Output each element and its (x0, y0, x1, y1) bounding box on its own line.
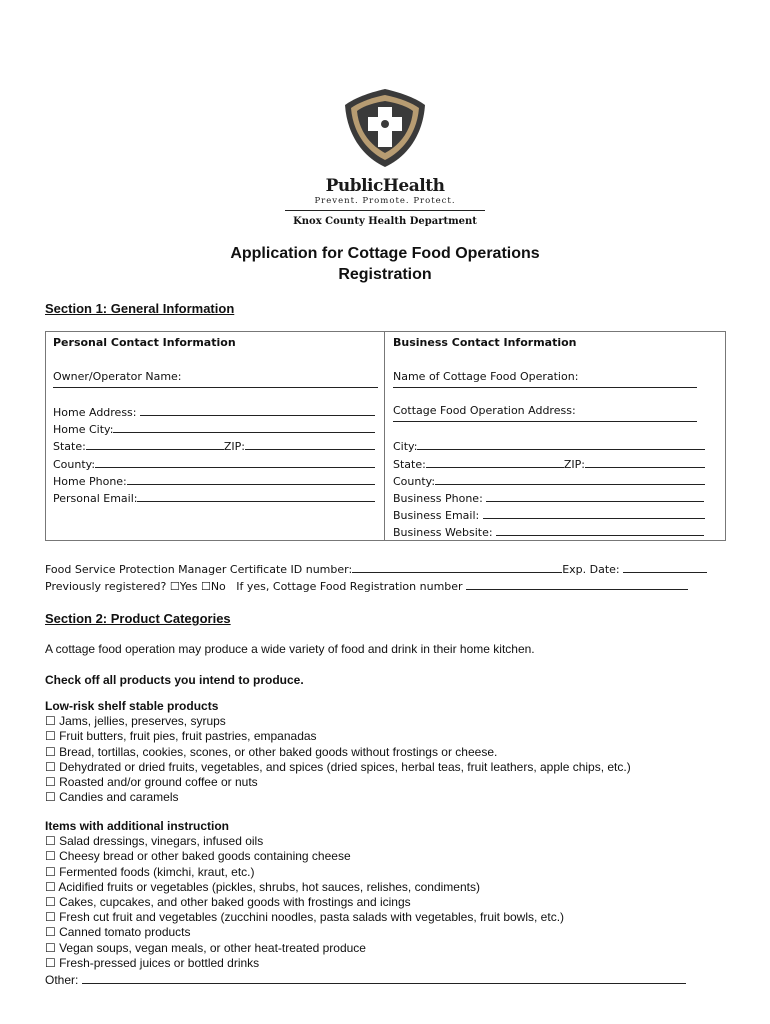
business-phone-row (393, 490, 704, 505)
business-county-label: County: (393, 475, 436, 488)
business-phone-field[interactable] (486, 490, 704, 502)
list-item[interactable]: ☐ Salad dressings, vinegars, infused oils (45, 834, 264, 849)
home-zip-label: ZIP: (223, 440, 245, 453)
department-name: Knox County Health Department (293, 216, 477, 227)
certificate-id-field[interactable] (352, 561, 562, 573)
home-city-field[interactable] (113, 421, 375, 433)
exp-date-label: Exp. Date: (562, 563, 620, 576)
business-county-field[interactable] (435, 473, 705, 485)
business-address-field[interactable] (393, 421, 697, 422)
home-city-row (53, 421, 375, 436)
list-item[interactable]: ☐ Fresh-pressed juices or bottled drinks (45, 955, 260, 970)
section-2-instruction: Check off all products you intend to produce. (45, 673, 304, 687)
list-item[interactable]: ☐ Acidified fruits or vegetables (pickles, shrubs, hot sauces, relishes, condiments) (45, 879, 480, 894)
home-city-label: Home City: (53, 423, 114, 436)
home-county-field[interactable] (95, 456, 375, 468)
title-line-2: Registration (338, 266, 432, 283)
list-item[interactable]: ☐ Bread, tortillas, cookies, scones, or other baked goods without frostings or cheese. (45, 744, 498, 759)
home-state-label: State: (53, 440, 86, 453)
previously-registered-row (45, 578, 688, 593)
owner-name-label: Owner/Operator Name: (53, 370, 182, 383)
brand-tagline: Prevent. Promote. Protect. (314, 196, 456, 206)
business-phone-label: Business Phone: (393, 492, 483, 505)
business-state-label: State: (393, 458, 426, 471)
business-state-field[interactable] (426, 456, 564, 468)
home-state-zip-row (53, 438, 375, 453)
home-county-row (53, 456, 375, 471)
registration-number-field[interactable] (466, 578, 688, 590)
personal-email-row (53, 490, 375, 505)
section-2-heading: Section 2: Product Categories (45, 611, 231, 626)
low-risk-list (45, 699, 631, 805)
home-phone-label: Home Phone: (53, 475, 127, 488)
home-phone-field[interactable] (127, 473, 375, 485)
business-email-row (393, 507, 705, 522)
business-state-zip-row (393, 456, 705, 471)
other-row (45, 973, 686, 987)
other-label: Other: (45, 973, 79, 987)
home-address-label: Home Address: (53, 406, 137, 419)
brand-name: PublicHealth (325, 176, 445, 196)
business-email-field[interactable] (483, 507, 705, 519)
certificate-label: Food Service Protection Manager Certificate ID number: (45, 563, 353, 576)
list-item[interactable]: ☐ Fruit butters, fruit pies, fruit pastries, empanadas (45, 729, 317, 744)
business-website-field[interactable] (496, 524, 704, 536)
list-item[interactable]: ☐ Roasted and/or ground coffee or nuts (45, 774, 258, 789)
business-contact-header: Business Contact Information (393, 336, 577, 349)
list-item[interactable]: ☐ Fermented foods (kimchi, kraut, etc.) (45, 864, 255, 879)
list-item[interactable]: ☐ Canned tomato products (45, 925, 191, 940)
home-zip-field[interactable] (245, 438, 375, 450)
business-city-field[interactable] (417, 438, 705, 450)
previously-registered-label: Previously registered? (45, 580, 167, 593)
registration-number-label: If yes, Cottage Food Registration number (236, 580, 463, 593)
business-address-label: Cottage Food Operation Address: (393, 404, 576, 417)
additional-heading: Items with additional instruction (45, 819, 230, 833)
list-item[interactable]: ☐ Candies and caramels (45, 790, 179, 805)
other-field[interactable] (82, 973, 686, 984)
document-title (0, 243, 770, 285)
contact-box-divider (384, 331, 385, 541)
section-2-intro: A cottage food operation may produce a wide variety of food and drink in their home kitchen. (45, 642, 535, 656)
section-1-heading: Section 1: General Information (45, 301, 235, 316)
list-item[interactable]: ☐ Vegan soups, vegan meals, or other heat-treated produce (45, 940, 366, 955)
yes-checkbox[interactable]: ☐Yes (169, 580, 198, 593)
list-item[interactable]: ☐ Cheesy bread or other baked goods containing cheese (45, 849, 351, 864)
home-county-label: County: (53, 458, 96, 471)
list-item[interactable]: ☐ Jams, jellies, preserves, syrups (45, 714, 226, 729)
low-risk-heading: Low-risk shelf stable products (45, 699, 219, 713)
list-item[interactable]: ☐ Fresh cut fruit and vegetables (zucchini noodles, pasta salads with vegetables, fruit bowls, etc.) (45, 910, 565, 925)
owner-name-field[interactable] (53, 387, 378, 388)
public-health-shield-logo (343, 87, 427, 169)
additional-instruction-list (45, 819, 564, 971)
business-website-row (393, 524, 704, 539)
personal-email-label: Personal Email: (53, 492, 138, 505)
personal-contact-header: Personal Contact Information (53, 336, 236, 349)
title-line-1: Application for Cottage Food Operations (230, 245, 540, 262)
business-email-label: Business Email: (393, 509, 480, 522)
business-name-field[interactable] (393, 387, 697, 388)
personal-email-field[interactable] (137, 490, 375, 502)
no-checkbox[interactable]: ☐No (200, 580, 226, 593)
business-name-label: Name of Cottage Food Operation: (393, 370, 579, 383)
home-state-field[interactable] (86, 438, 224, 450)
home-address-field[interactable] (140, 404, 375, 416)
home-phone-row (53, 473, 375, 488)
brand-divider (285, 210, 485, 211)
list-item[interactable]: ☐ Dehydrated or dried fruits, vegetables, and spices (dried spices, herbal teas, fruit leathers, apple chips, etc.) (45, 759, 631, 774)
home-address-row (53, 404, 375, 419)
business-city-label: City: (393, 440, 418, 453)
business-county-row (393, 473, 705, 488)
business-zip-field[interactable] (585, 456, 705, 468)
business-zip-label: ZIP: (563, 458, 585, 471)
exp-date-field[interactable] (623, 561, 707, 573)
certificate-row (45, 561, 707, 576)
list-item[interactable]: ☐ Cakes, cupcakes, and other baked goods with frostings and icings (45, 894, 411, 909)
business-city-row (393, 438, 705, 453)
business-website-label: Business Website: (393, 526, 493, 539)
